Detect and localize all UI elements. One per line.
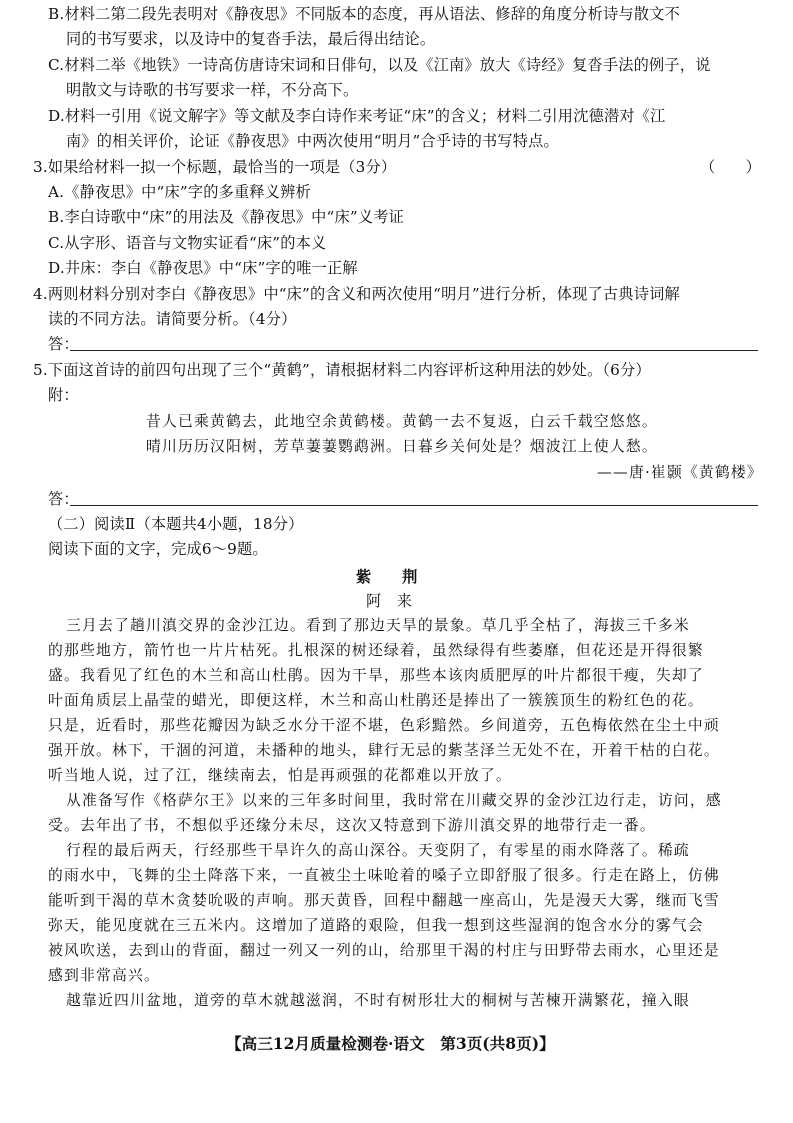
q5-stem: 5.下面这首诗的前四句出现了三个“黄鹤”，请根据材料二内容评析这种用法的妙处。（6分） xyxy=(33,361,651,379)
q3-option-a: A.《静夜思》中“床”字的多重释义辨析 xyxy=(48,183,311,201)
q4-stem-line2: 读的不同方法。请简要分析。（4分） xyxy=(48,310,297,328)
section-heading: （二）阅读Ⅱ（本题共4小题，18分） xyxy=(48,515,304,533)
passage-line: 的雨水中，飞舞的尘土降落下来，一直被尘土味呛着的嗓子立即舒服了很多。行走在路上，仿佛 xyxy=(48,867,720,884)
passage-line: 感到非常高兴。 xyxy=(48,967,160,984)
passage-line: 被风吹送，去到山的背面，翻过一列又一列的山，给那里干渴的村庄与田野带去雨水，心里还是 xyxy=(48,942,720,959)
q2-option-b-line1: B.材料二第二段先表明对《静夜思》不同版本的态度，再从语法、修辞的角度分析诗与散文不 xyxy=(48,5,680,23)
passage-line: 听当地人说，过了江，继续南去，怕是再顽强的花都难以开放了。 xyxy=(48,767,512,784)
passage-author: 阿 来 xyxy=(366,592,413,610)
passage-title: 紫 荆 xyxy=(356,568,418,586)
q4-answer-line[interactable] xyxy=(70,350,758,351)
q2-option-d-line2: 南》的相关评价，论证《静夜思》中两次使用“明月”合乎诗的书写特点。 xyxy=(66,132,559,150)
q3-option-d: D.井床：李白《静夜思》中“床”字的唯一正解 xyxy=(48,259,358,277)
poem-line-1: 昔人已乘黄鹤去，此地空余黄鹤楼。黄鹤一去不复返，白云千载空悠悠。 xyxy=(146,413,658,430)
passage-line: 弥天，能见度就在三五米内。这增加了道路的艰险，但我一想到这些湿润的饱含水分的雾气会 xyxy=(48,917,704,934)
q3-option-b: B.李白诗歌中“床”的用法及《静夜思》中“床”义考证 xyxy=(48,208,404,226)
passage-line: 盛。我看见了红色的木兰和高山杜鹃。因为干旱，那些本该肉质肥厚的叶片都很干瘦，失却了 xyxy=(48,667,704,684)
poem-attribution: ——唐·崔颢《黄鹤楼》 xyxy=(597,464,763,481)
q4-stem-line1: 4.两则材料分别对李白《静夜思》中“床”的含义和两次使用“明月”进行分析，体现了古典诗词解 xyxy=(33,285,680,303)
passage-line: 叶面角质层上晶莹的蜡光，即便这样，木兰和高山杜鹃还是捧出了一簇簇顶生的粉红色的花。 xyxy=(48,692,704,709)
passage-line: 从准备写作《格萨尔王》以来的三年多时间里，我时常在川藏交界的金沙江边行走，访问，感 xyxy=(66,792,722,809)
passage-line: 越靠近四川盆地，道旁的草木就越滋润，不时有树形壮大的桐树与苦楝开满繁花，撞入眼 xyxy=(66,992,690,1009)
q4-answer-label: 答： xyxy=(48,335,79,353)
page-footer: 【高三12月质量检测卷·语文 第3页(共8页)】 xyxy=(226,1034,555,1053)
q3-option-c: C.从字形、语音与文物实证看“床”的本义 xyxy=(48,234,327,252)
q2-option-c-line1: C.材料二举《地铁》一诗高仿唐诗宋词和日俳句，以及《江南》放大《诗经》复沓手法的例子，说 xyxy=(48,56,711,74)
q2-option-c-line2: 明散文与诗歌的书写要求一样，不分高下。 xyxy=(66,81,359,99)
section-instruction: 阅读下面的文字，完成6～9题。 xyxy=(48,540,268,558)
passage-line: 受。去年出了书，不想似乎还缘分未尽，这次又特意到下游川滇交界的地带行走一番。 xyxy=(48,817,656,834)
passage-line: 强开放。林下，干涸的河道，未播种的地头，肆行无忌的紫茎泽兰无处不在，开着干枯的白花。 xyxy=(48,742,720,759)
q2-option-b-line2: 同的书写要求，以及诗中的复沓手法，最后得出结论。 xyxy=(66,30,436,48)
passage-line: 只是，近看时，那些花瓣因为缺乏水分干涩不堪，色彩黯然。乡间道旁，五色梅依然在尘土中顽 xyxy=(48,717,720,734)
q3-stem: 3.如果给材料一拟一个标题，最恰当的一项是（3分） xyxy=(33,158,397,176)
passage-line: 能听到干渴的草木贪婪吮吸的声响。那天黄昏，回程中翻越一座高山，先是漫天大雾，继而飞雪 xyxy=(48,892,720,909)
poem-line-2: 晴川历历汉阳树，芳草萋萋鹦鹉洲。日暮乡关何处是？烟波江上使人愁。 xyxy=(146,438,658,455)
q5-answer-label: 答： xyxy=(48,490,79,508)
passage-line: 行程的最后两天，行经那些干旱许久的高山深谷。天变阴了，有零星的雨水降落了。稀疏 xyxy=(66,842,690,859)
q3-answer-parentheses: （ ） xyxy=(700,158,761,176)
passage-line: 的那些地方，箭竹也一片片枯死。扎根深的树还绿着，虽然绿得有些萎靡，但花还是开得很繁 xyxy=(48,642,704,659)
q2-option-d-line1: D.材料一引用《说文解字》等文献及李白诗作来考证“床”的含义；材料二引用沈德潜对《江 xyxy=(48,107,666,125)
q5-answer-line[interactable] xyxy=(70,505,758,506)
passage-line: 三月去了趟川滇交界的金沙江边。看到了那边天旱的景象。草几乎全枯了，海拔三千多米 xyxy=(66,617,690,634)
q5-appendix-label: 附： xyxy=(48,386,79,404)
